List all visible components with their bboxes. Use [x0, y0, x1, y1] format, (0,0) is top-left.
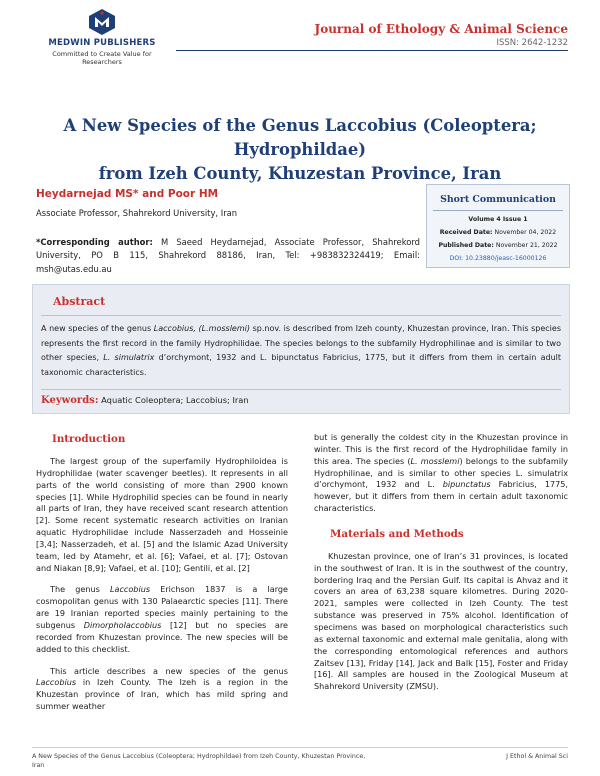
article-title	[28, 114, 572, 186]
title-line-1: A New Species of the Genus Laccobius (Coleoptera; Hydrophildae)	[63, 116, 537, 159]
intro-continuation: but is generally the coldest city in the Khuzestan province in winter. This is the first record of the Hydrophilidae family in this area. The species (L. mosslemi) belongs to the subfamily Hydrophilinae, and is similar to other species L. simulatrix d’orchymont, 1932 and L. bipunctatus Fabricius, 1775, however, but it differs from them in certain adult taxonomic characteristics.	[314, 432, 569, 514]
abstract-divider	[41, 315, 561, 316]
journal-header	[315, 22, 568, 48]
intro-paragraph-2: The genus Laccobius Erichson 1837 is a large cosmopolitan genus with 130 Palaearctic species [11]. There are 19 Iranian reported species mainly pertaining to the subgenus Dimorpholaccobius [12] but no species are recorded from Khuzestan province. The new species will be added to this checklist.	[36, 584, 288, 654]
info-box-divider	[433, 210, 563, 211]
publisher-name: MEDWIN PUBLISHERS	[48, 38, 156, 48]
introduction-heading: Introduction	[52, 433, 126, 445]
header-divider	[176, 50, 568, 51]
intro-paragraph-3: This article describes a new species of the genus Laccobius in Izeh County. The Izeh is a region in the Khuzestan province of Iran, which has mild spring and summer weather	[36, 665, 288, 712]
methods-paragraph-1: Khuzestan province, one of Iran’s 31 provinces, is located in the southwest of Iran. It is in the southwest of the country, bordering Iraq and the Persian Gulf. Its capital is Ahvaz and it covers an area of 63,238 square kilometres. During 2020-2021, samples were collected in Izeh County. The test substance was preserved in 75% alcohol. Identification of specimens was based on morphological characteristics such as external taxonomic and external male genitalia, along with the corresponding entomological references and authors Zaitsev [13], Friday [14], Jack and Balk [15], Foster and Friday [16]. All samples are housed in the Zoological Museum at Shahrekord University (ZMSU).	[314, 550, 568, 692]
article-info-box	[426, 184, 570, 268]
journal-name[interactable]: Journal of Ethology & Animal Science	[314, 22, 568, 36]
corresponding-label: *Corresponding author:	[36, 237, 153, 247]
abstract-text: A new species of the genus Laccobius, (L.mosslemi) sp.nov. is described from Izeh county, Khuzestan province, Iran. This species represents the first record in the family Hydrophilidae. The species belongs to the subfamily Hydrophilinae and is similar to two other species, L. simulatrix d’orchymont, 1932 and L. bipunctatus Fabricius, 1775, but it differs from them in certain adult taxonomic characteristics.	[41, 324, 561, 377]
keywords-label: Keywords:	[41, 395, 99, 406]
doi-link[interactable]: DOI: 10.23880/jeasc-16000126	[449, 255, 547, 262]
journal-issn: ISSN: 2642-1232	[496, 38, 568, 48]
corresponding-author	[36, 236, 420, 276]
volume-issue: Volume 4 Issue 1	[468, 216, 528, 223]
keywords-divider	[41, 389, 561, 390]
intro-paragraph-1: The largest group of the superfamily Hydrophiloidea is Hydrophilidae (water scavenger beetles). It represents in all parts of the world consisting of more than 2900 known species [1]. While Hydrophilid species can be found in nearly all parts of Iran, they have received scant research attention [2]. Some recent systematic research activities on Iranian aquatic Hydrophilidae include Nasserzadeh and Hosseinie [3,4]; Nasserzadeh, et al. [5] and the Islamic Azad University team, led by Atamehr, et al. [6]; Vafaei, et al. [7]; Ostovan and Niakan [8,9]; Vafaei, et al. [10]; Gentili, et al. [2]	[36, 456, 288, 573]
received-date: Received Date: November 04, 2022	[439, 229, 557, 236]
footer-divider	[32, 747, 568, 748]
footer-journal: J Ethol & Animal Sci	[506, 753, 568, 760]
publisher-tagline: Committed to Create Value for Researchers	[52, 50, 152, 66]
author-list: Heydarnejad MS* and Poor HM	[36, 188, 219, 200]
published-date: Published Date: November 21, 2022	[438, 242, 558, 249]
left-column	[36, 432, 288, 713]
keywords-list: Aquatic Coleoptera; Laccobius; Iran	[98, 395, 249, 405]
methods-heading: Materials and Methods	[330, 527, 464, 540]
abstract-heading: Abstract	[53, 295, 106, 308]
abstract-box	[32, 284, 570, 414]
keywords	[41, 395, 249, 406]
medwin-logo-icon	[87, 8, 117, 36]
author-affiliation: Associate Professor, Shahrekord University, Iran	[36, 208, 238, 218]
right-column	[314, 432, 568, 693]
footer-citation: A New Species of the Genus Laccobius (Coleoptera; Hydrophildae) from Izeh County, Khuzestan Province, Iran	[32, 753, 366, 769]
article-type: Short Communication	[440, 194, 556, 205]
publisher-logo	[32, 8, 172, 66]
title-line-2: from Izeh County, Khuzestan Province, Iran	[98, 164, 502, 183]
corresponding-text: M Saeed Heydarnejad, Associate Professor, Shahrekord University, PO B 115, Shahrekord 88186, Iran, Tel: +983832324419; Email: msh@utas.edu.au	[36, 237, 420, 274]
